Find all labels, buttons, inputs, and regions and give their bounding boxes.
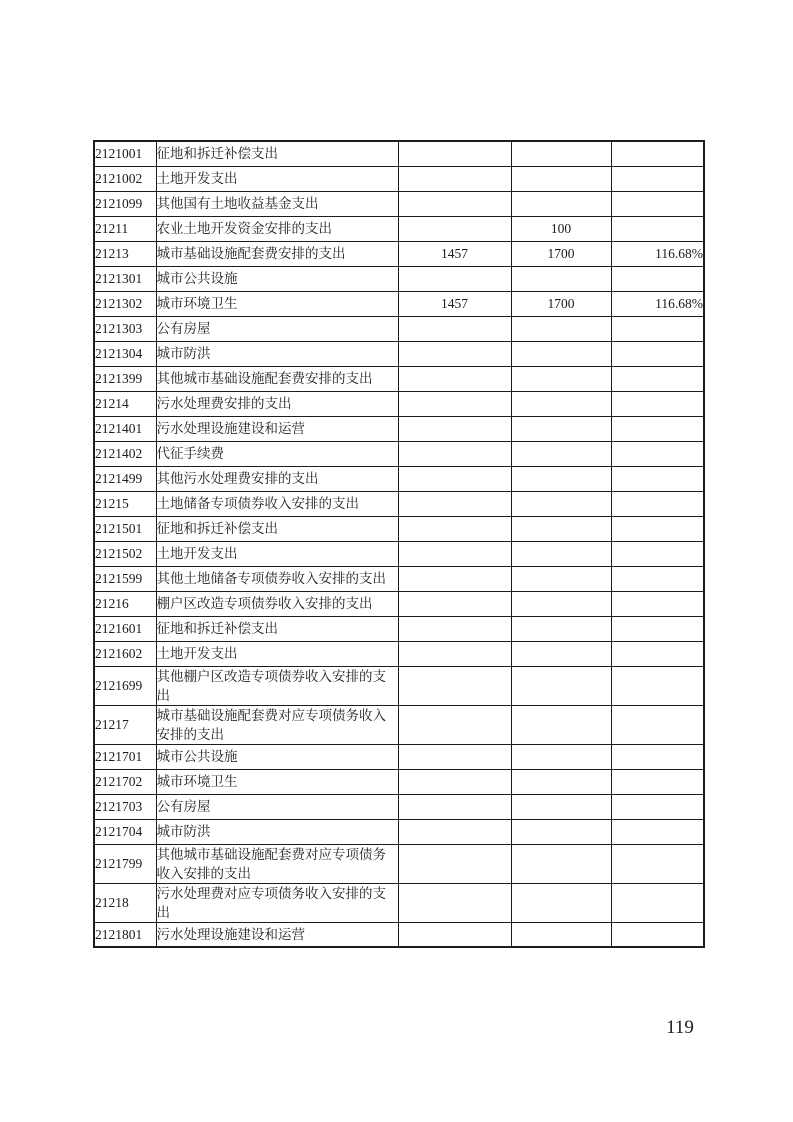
row-budget-value [398,591,511,616]
row-final-value [511,266,611,291]
row-percent-value [611,141,704,166]
row-code: 2121401 [94,416,156,441]
row-code: 21217 [94,705,156,744]
row-final-value: 1700 [511,291,611,316]
row-percent-value [611,591,704,616]
row-percent-value [611,191,704,216]
row-percent-value [611,566,704,591]
row-code: 2121599 [94,566,156,591]
row-code: 2121703 [94,794,156,819]
row-code: 2121303 [94,316,156,341]
row-final-value [511,416,611,441]
row-budget-value [398,641,511,666]
table-row [94,769,704,794]
table-row [94,366,704,391]
row-percent-value [611,883,704,922]
table-row [94,391,704,416]
row-final-value [511,366,611,391]
table-row [94,922,704,947]
row-item-name: 其他土地储备专项债券收入安排的支出 [156,566,398,591]
row-final-value [511,922,611,947]
row-code: 2121799 [94,844,156,883]
row-item-name: 城市环境卫生 [156,291,398,316]
row-code: 2121601 [94,616,156,641]
table-row [94,241,704,266]
row-budget-value: 1457 [398,291,511,316]
table-row [94,819,704,844]
row-final-value [511,316,611,341]
row-code: 2121099 [94,191,156,216]
table-row [94,666,704,705]
row-final-value [511,191,611,216]
row-percent-value [611,616,704,641]
row-item-name: 土地开发支出 [156,641,398,666]
row-item-name: 污水处理设施建设和运营 [156,922,398,947]
table-row [94,566,704,591]
row-percent-value [611,744,704,769]
row-item-name: 土地开发支出 [156,166,398,191]
row-item-name: 征地和拆迁补偿支出 [156,616,398,641]
row-code: 2121304 [94,341,156,366]
row-code: 2121502 [94,541,156,566]
row-budget-value [398,441,511,466]
row-percent-value [611,266,704,291]
row-percent-value [611,166,704,191]
table-row [94,266,704,291]
row-item-name: 棚户区改造专项债券收入安排的支出 [156,591,398,616]
row-code: 21216 [94,591,156,616]
row-code: 21215 [94,491,156,516]
row-budget-value [398,366,511,391]
row-item-name: 城市公共设施 [156,744,398,769]
table-row [94,441,704,466]
row-final-value [511,883,611,922]
table-row [94,191,704,216]
row-item-name: 土地开发支出 [156,541,398,566]
row-budget-value [398,216,511,241]
table-row [94,166,704,191]
row-code: 2121702 [94,769,156,794]
row-code: 2121002 [94,166,156,191]
table-row [94,466,704,491]
row-budget-value [398,844,511,883]
row-final-value [511,616,611,641]
table-row [94,341,704,366]
table-row [94,141,704,166]
row-item-name: 其他污水处理费安排的支出 [156,466,398,491]
row-code: 2121302 [94,291,156,316]
row-final-value: 100 [511,216,611,241]
row-code: 2121602 [94,641,156,666]
row-budget-value [398,666,511,705]
row-percent-value [611,416,704,441]
table-row [94,541,704,566]
row-final-value [511,341,611,366]
row-percent-value [611,844,704,883]
row-budget-value [398,883,511,922]
row-percent-value [611,769,704,794]
table-row [94,794,704,819]
row-code: 21213 [94,241,156,266]
row-budget-value [398,491,511,516]
row-budget-value [398,819,511,844]
row-code: 21214 [94,391,156,416]
row-final-value [511,166,611,191]
row-percent-value [611,316,704,341]
row-final-value [511,794,611,819]
row-percent-value [611,216,704,241]
row-final-value [511,591,611,616]
table-row [94,591,704,616]
row-item-name: 城市公共设施 [156,266,398,291]
table-row [94,291,704,316]
row-item-name: 土地储备专项债券收入安排的支出 [156,491,398,516]
budget-table-body [94,141,704,947]
row-final-value [511,705,611,744]
row-budget-value [398,744,511,769]
row-budget-value [398,166,511,191]
table-row [94,416,704,441]
row-item-name: 其他棚户区改造专项债券收入安排的支出 [156,666,398,705]
row-final-value [511,666,611,705]
row-budget-value [398,516,511,541]
row-percent-value [611,516,704,541]
row-item-name: 公有房屋 [156,316,398,341]
row-final-value [511,391,611,416]
row-final-value [511,141,611,166]
row-final-value: 1700 [511,241,611,266]
table-row [94,316,704,341]
row-budget-value [398,341,511,366]
row-item-name: 城市环境卫生 [156,769,398,794]
row-budget-value [398,566,511,591]
row-item-name: 城市防洪 [156,341,398,366]
row-code: 2121399 [94,366,156,391]
row-item-name: 污水处理设施建设和运营 [156,416,398,441]
row-percent-value: 116.68% [611,241,704,266]
row-percent-value: 116.68% [611,291,704,316]
row-item-name: 污水处理费对应专项债务收入安排的支出 [156,883,398,922]
row-final-value [511,844,611,883]
row-budget-value [398,922,511,947]
row-code: 2121701 [94,744,156,769]
row-percent-value [611,366,704,391]
row-percent-value [611,794,704,819]
row-budget-value [398,794,511,819]
row-item-name: 其他城市基础设施配套费安排的支出 [156,366,398,391]
row-percent-value [611,491,704,516]
page-number: 119 [666,1017,694,1038]
row-percent-value [611,641,704,666]
row-final-value [511,441,611,466]
row-final-value [511,491,611,516]
row-final-value [511,541,611,566]
row-item-name: 代征手续费 [156,441,398,466]
row-final-value [511,516,611,541]
row-percent-value [611,391,704,416]
row-code: 2121501 [94,516,156,541]
table-row [94,705,704,744]
row-budget-value [398,266,511,291]
row-budget-value [398,416,511,441]
row-code: 21211 [94,216,156,241]
row-item-name: 征地和拆迁补偿支出 [156,516,398,541]
row-budget-value [398,191,511,216]
row-item-name: 其他国有土地收益基金支出 [156,191,398,216]
row-budget-value [398,466,511,491]
table-row [94,641,704,666]
row-percent-value [611,666,704,705]
row-final-value [511,466,611,491]
table-row [94,883,704,922]
row-item-name: 农业土地开发资金安排的支出 [156,216,398,241]
row-code: 2121301 [94,266,156,291]
table-row [94,744,704,769]
row-item-name: 征地和拆迁补偿支出 [156,141,398,166]
row-percent-value [611,922,704,947]
row-final-value [511,641,611,666]
row-budget-value [398,541,511,566]
row-final-value [511,744,611,769]
row-budget-value [398,616,511,641]
row-item-name: 其他城市基础设施配套费对应专项债务收入安排的支出 [156,844,398,883]
table-row [94,216,704,241]
row-code: 2121499 [94,466,156,491]
row-budget-value [398,769,511,794]
row-percent-value [611,441,704,466]
row-item-name: 污水处理费安排的支出 [156,391,398,416]
row-percent-value [611,466,704,491]
table-row [94,516,704,541]
table-row [94,844,704,883]
row-item-name: 城市防洪 [156,819,398,844]
row-item-name: 城市基础设施配套费安排的支出 [156,241,398,266]
row-percent-value [611,541,704,566]
table-row [94,491,704,516]
budget-table [93,140,705,948]
row-final-value [511,566,611,591]
row-item-name: 公有房屋 [156,794,398,819]
row-code: 2121001 [94,141,156,166]
row-percent-value [611,705,704,744]
row-budget-value [398,705,511,744]
table-row [94,616,704,641]
row-code: 2121704 [94,819,156,844]
row-final-value [511,769,611,794]
row-budget-value [398,391,511,416]
row-budget-value: 1457 [398,241,511,266]
row-code: 2121699 [94,666,156,705]
row-code: 2121402 [94,441,156,466]
row-final-value [511,819,611,844]
row-item-name: 城市基础设施配套费对应专项债务收入安排的支出 [156,705,398,744]
row-percent-value [611,341,704,366]
row-code: 2121801 [94,922,156,947]
row-budget-value [398,141,511,166]
row-percent-value [611,819,704,844]
row-code: 21218 [94,883,156,922]
row-budget-value [398,316,511,341]
